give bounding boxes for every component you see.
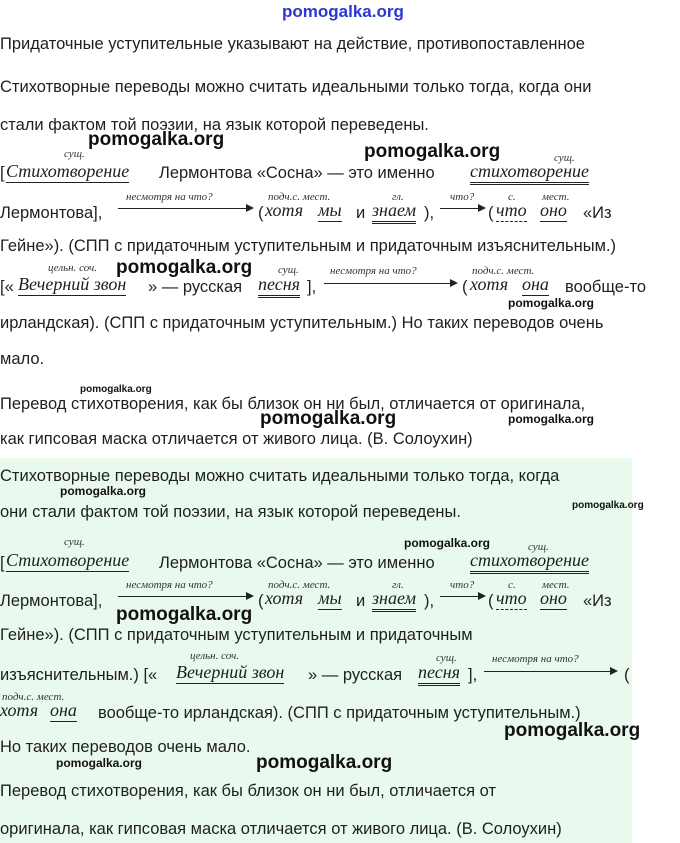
- bracket: [«: [0, 278, 14, 296]
- watermark: pomogalka.org: [504, 720, 641, 741]
- label-conj: с.: [508, 579, 516, 591]
- watermark: pomogalka.org: [364, 141, 501, 162]
- word-subject: мы: [318, 588, 342, 608]
- word-conjunction: хотя: [265, 588, 304, 608]
- text-line: Гейне»). (СПП с придаточным уступительным и придаточным: [0, 626, 473, 644]
- label-question: несмотря на что?: [492, 653, 579, 665]
- sentence-line-2: они стали фактом той поэзии, на язык которой переведены.: [0, 503, 461, 521]
- site-logo[interactable]: pomogalka.org: [282, 2, 404, 21]
- bracket: [: [0, 164, 5, 182]
- watermark: pomogalka.org: [256, 752, 393, 773]
- word-subject: Стихотворение: [6, 550, 130, 570]
- final-line-2: оригинала, как гипсовая маска отличается от живого лица. (В. Солоухин): [0, 820, 562, 838]
- text-segment: вообще-то ирландская). (СПП с придаточным уступительным.): [98, 704, 581, 722]
- watermark: pomogalka.org: [88, 129, 225, 150]
- label-noun: сущ.: [64, 536, 85, 548]
- label-verb: гл.: [392, 191, 404, 203]
- text-segment: и: [356, 592, 366, 610]
- arrow: [484, 671, 616, 672]
- watermark: pomogalka.org: [80, 384, 152, 395]
- watermark: pomogalka.org: [404, 536, 491, 550]
- label-verb: гл.: [392, 579, 404, 591]
- label-noun: сущ.: [278, 264, 299, 276]
- text-segment: ),: [424, 592, 435, 610]
- text-segment: ),: [424, 204, 435, 222]
- watermark: pomogalka.org: [572, 500, 644, 511]
- watermark: pomogalka.org: [116, 604, 253, 625]
- label-conj: подч.с. мест.: [472, 265, 535, 277]
- word-subject: оно: [540, 588, 567, 608]
- label-pronoun: мест.: [542, 579, 570, 591]
- sentence-line-1: Стихотворные переводы можно считать идеальными только тогда, когда они: [0, 78, 592, 96]
- word-conjunction: что: [496, 200, 527, 220]
- label-phrase: цельн. соч.: [48, 262, 97, 274]
- word-conjunction: что: [496, 588, 527, 608]
- text-segment: ],: [468, 666, 478, 684]
- text-segment: Лермонтова «Сосна» — это именно: [159, 164, 435, 182]
- intro-text: Придаточные уступительные указывают на действие, противопоставленное: [0, 35, 585, 53]
- word-predicate: стихотворение: [470, 161, 589, 185]
- word-conjunction: хотя: [0, 700, 39, 720]
- sentence-line-2: стали фактом той поэзии, на язык которой переведены.: [0, 116, 429, 134]
- word-subject: оно: [540, 200, 567, 220]
- final-line-2: как гипсовая маска отличается от живого лица. (В. Солоухин): [0, 430, 473, 448]
- final-line-1: Перевод стихотворения, как бы близок он ни был, отличается от оригинала,: [0, 395, 586, 413]
- text-segment: «Из: [583, 204, 612, 222]
- label-conj: подч.с. мест.: [2, 691, 65, 703]
- word-subject: мы: [318, 200, 342, 220]
- final-line-1: Перевод стихотворения, как бы близок он ни был, отличается от: [0, 782, 497, 800]
- text-segment: » — русская: [148, 278, 243, 296]
- word-subject: Вечерний звон: [176, 662, 285, 682]
- paren: (: [488, 204, 494, 222]
- text-segment: вообще-то: [565, 278, 646, 296]
- label-phrase: цельн. соч.: [190, 650, 239, 662]
- arrow: [440, 208, 484, 209]
- text-segment: Лермонтова],: [0, 592, 103, 610]
- label-conj: с.: [508, 191, 516, 203]
- label-conj: подч.с. мест.: [268, 579, 331, 591]
- word-predicate: песня: [418, 662, 460, 686]
- sentence-line-1: Стихотворные переводы можно считать идеальными только тогда, когда: [0, 467, 560, 485]
- label-pronoun: мест.: [542, 191, 570, 203]
- label-question: что?: [450, 191, 475, 203]
- word-predicate: знаем: [372, 588, 416, 612]
- text-line: мало.: [0, 350, 45, 368]
- label-question: что?: [450, 579, 475, 591]
- text-segment: Лермонтова],: [0, 204, 103, 222]
- word-predicate: знаем: [372, 200, 416, 224]
- text-segment: ],: [307, 278, 317, 296]
- watermark: pomogalka.org: [56, 756, 143, 770]
- word-subject: Вечерний звон: [18, 274, 127, 294]
- paren: (: [462, 278, 468, 296]
- label-noun: сущ.: [436, 652, 457, 664]
- bracket: [: [0, 554, 5, 572]
- label-question: несмотря на что?: [126, 579, 213, 591]
- text-segment: «Из: [583, 592, 612, 610]
- text-segment: Лермонтова «Сосна» — это именно: [159, 554, 435, 572]
- watermark: pomogalka.org: [60, 484, 147, 498]
- text-line: Но таких переводов очень мало.: [0, 738, 251, 756]
- watermark: pomogalka.org: [116, 257, 253, 278]
- paren: (: [258, 204, 264, 222]
- arrow: [118, 208, 252, 209]
- label-question: несмотря на что?: [126, 191, 213, 203]
- arrow: [440, 596, 484, 597]
- paren: (: [624, 666, 630, 684]
- label-noun: сущ.: [554, 152, 575, 164]
- watermark: pomogalka.org: [508, 412, 595, 426]
- arrow: [118, 596, 252, 597]
- word-subject: она: [50, 700, 77, 720]
- watermark: pomogalka.org: [260, 408, 397, 429]
- word-predicate: песня: [258, 274, 300, 298]
- label-question: несмотря на что?: [330, 265, 417, 277]
- text-segment: и: [356, 204, 366, 222]
- text-segment: » — русская: [308, 666, 403, 684]
- text-line: ирландская). (СПП с придаточным уступительным.) Но таких переводов очень: [0, 314, 604, 332]
- word-conjunction: хотя: [265, 200, 304, 220]
- word-subject: Стихотворение: [6, 161, 130, 181]
- word-predicate: стихотворение: [470, 550, 589, 574]
- label-noun: сущ.: [64, 148, 85, 160]
- word-subject: она: [522, 274, 549, 294]
- paren: (: [258, 592, 264, 610]
- watermark: pomogalka.org: [508, 296, 595, 310]
- arrow: [324, 283, 456, 284]
- label-noun: сущ.: [528, 541, 549, 553]
- label-conj: подч.с. мест.: [268, 191, 331, 203]
- word-conjunction: хотя: [470, 274, 509, 294]
- text-line: Гейне»). (СПП с придаточным уступительным и придаточным изъяснительным.): [0, 237, 617, 255]
- text-segment: изъяснительным.) [«: [0, 666, 158, 684]
- paren: (: [488, 592, 494, 610]
